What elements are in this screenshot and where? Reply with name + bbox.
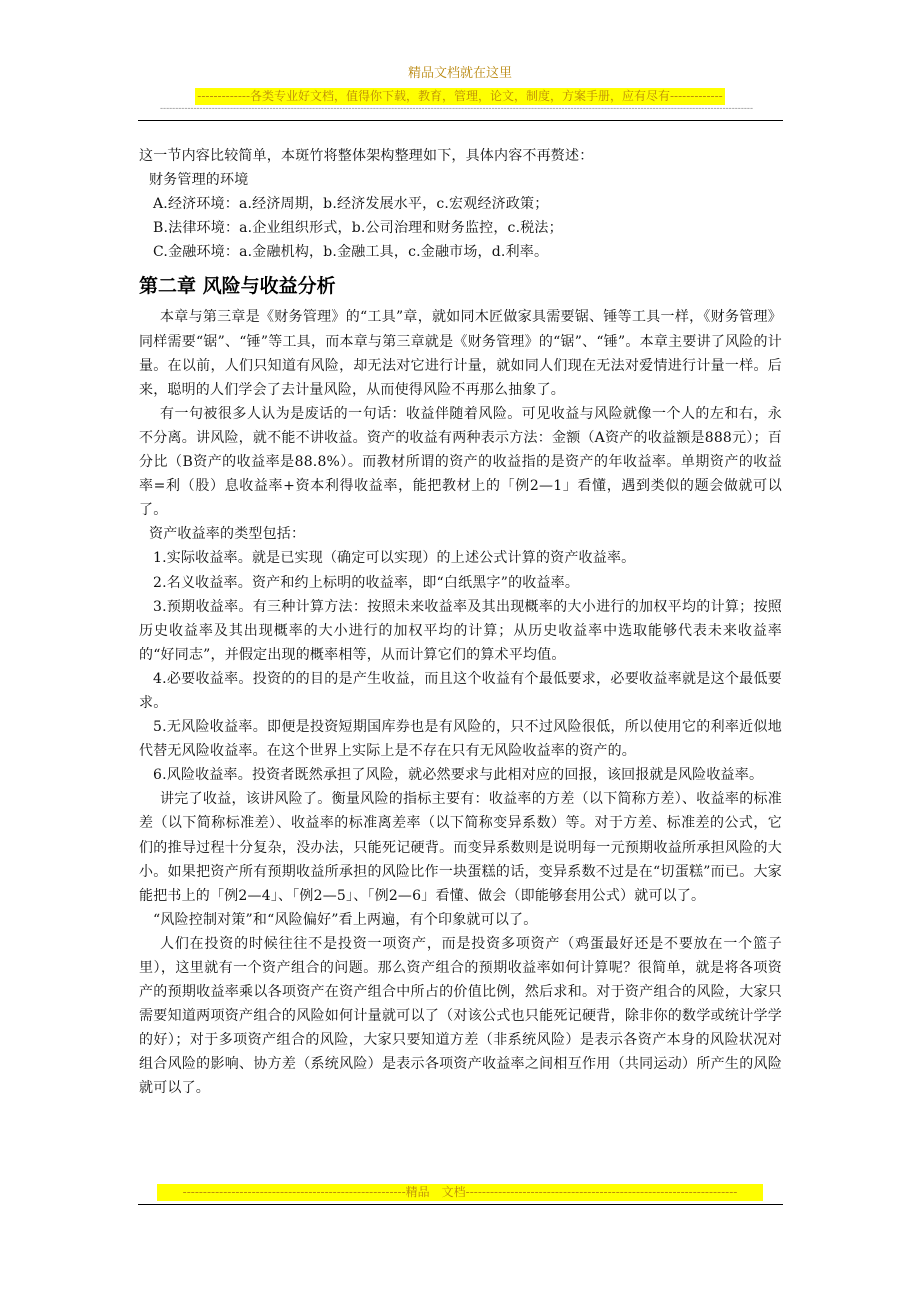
header-banner: -------------各类专业好文档，值得你下载，教育，管理，论文，制度，方案手册，应有尽有------------- bbox=[197, 89, 723, 103]
env-item-c: C.金融环境：a.金融机构，b.金融工具，c.金融市场，d.利率。 bbox=[153, 244, 549, 261]
paragraph-return-risk: 有一句被很多人认为是废话的一句话：收益伴随着风险。可见收益与风险就像一个人的左和右，永不分离。讲风险，就不能不讲收益。资产的收益有两种表示方法：金额（A资产的收益额是888元）；百分比（B资产的收益率是88.8%）。而教材所谓的资产的收益指的是资产的年收益率。单期资产的收益率=利（股）息收益率+资本利得收益率，能把教材上的「例2—1」看懂，遇到类似的题会做就可以了。 bbox=[139, 405, 782, 519]
type-item-5: 5.无风险收益率。即便是投资短期国库券也是有风险的，只不过风险很低，所以使用它的利率近似地代替无风险收益率。在这个世界上实际上是不存在只有无风险收益率的资产的。 bbox=[139, 719, 782, 760]
paragraph-risk-measures: 讲完了收益，该讲风险了。衡量风险的指标主要有：收益率的方差（以下简称方差）、收益率的标准差（以下简称标准差）、收益率的标准离差率（以下简称变异系数）等。对于方差、标准差的公式，它们的推导过程十分复杂，没办法，只能死记硬背。而变异系数则是说明每一元预期收益所承担风险的大小。如果把资产所有预期收益所承担的风险比作一块蛋糕的话，变异系数不过是在“切蛋糕”而已。大家能把书上的「例2—4」、「例2—5」、「例2—6」看懂、做会（即能够套用公式）就可以了。 bbox=[139, 791, 782, 904]
intro-paragraph: 这一节内容比较简单，本斑竹将整体架构整理如下，具体内容不再赘述： bbox=[139, 148, 594, 164]
header-rule bbox=[138, 120, 783, 121]
document-body bbox=[139, 144, 782, 1101]
header-title: 精品文档就在这里 bbox=[407, 66, 512, 81]
chapter-heading: 第二章 风险与收益分析 bbox=[139, 275, 336, 298]
env-title: 财务管理的环境 bbox=[149, 172, 249, 189]
type-item-1: 1.实际收益率。就是已实现（确定可以实现）的上述公式计算的资产收益率。 bbox=[153, 550, 636, 567]
header-dashes: --------------------------------------------------------------------------------------------------------------------------------------------------------------------------------------------------- bbox=[160, 104, 753, 114]
type-item-3: 3.预期收益率。有三种计算方法：按照未来收益率及其出现概率的大小进行的加权平均的计算；按照历史收益率及其出现概率的大小进行的加权平均的计算；从历史收益率中选取能够代表未来收益率的“好同志”，并假定出现的概率相等，从而计算它们的算术平均值。 bbox=[139, 598, 782, 663]
footer-banner-row bbox=[0, 1184, 920, 1205]
header-banner-row bbox=[0, 85, 920, 105]
env-item-b: B.法律环境：a.企业组织形式，b.公司治理和财务监控，c.税法； bbox=[153, 220, 563, 237]
env-item-a: A.经济环境：a.经济周期，b.经济发展水平，c.宏观经济政策； bbox=[153, 196, 549, 213]
type-item-2: 2.名义收益率。资产和约上标明的收益率，即“白纸黑字”的收益率。 bbox=[153, 574, 580, 591]
types-title: 资产收益率的类型包括： bbox=[149, 526, 306, 543]
type-item-4: 4.必要收益率。投资的的目的是产生收益，而且这个收益有个最低要求，必要收益率就是这个最低要求。 bbox=[139, 670, 782, 711]
footer-banner: -------------------------------------------------------精品 文档------------------------------------------------------------------- bbox=[157, 1184, 763, 1201]
footer-rule bbox=[138, 1204, 783, 1205]
paragraph-risk-control: “风险控制对策”和“风险偏好”看上两遍，有个印象就可以了。 bbox=[153, 911, 538, 928]
paragraph-portfolio: 人们在投资的时候往往不是投资一项资产，而是投资多项资产（鸡蛋最好还是不要放在一个篮子里），这里就有一个资产组合的问题。那么资产组合的预期收益率如何计算呢？很简单，就是将各项资产的预期收益率乘以各项资产在资产组合中所占的价值比例，然后求和。对于资产组合的风险，大家只需要知道两项资产组合的风险如何计量就可以了（对该公式也只能死记硬背，除非你的数学或统计学学的好）；对于多项资产组合的风险，大家只要知道方差（非系统风险）是表示各资产本身的风险状况对组合风险的影响、协方差（系统风险）是表示各项资产收益率之间相互作用（共同运动）所产生的风险就可以了。 bbox=[139, 935, 782, 1097]
type-item-6: 6.风险收益率。投资者既然承担了风险，就必然要求与此相对应的回报，该回报就是风险收益率。 bbox=[153, 767, 764, 784]
paragraph-tools: 本章与第三章是《财务管理》的“工具”章，就如同木匠做家具需要锯、锤等工具一样，《财务管理》同样需要“锯”、“锤”等工具，而本章与第三章就是《财务管理》的“锯”、“锤”。本章主要讲了风险的计量。在以前，人们只知道有风险，却无法对它进行计量，就如同人们现在无法对爱情进行计量一样。后来，聪明的人们学会了去计量风险，从而使得风险不再那么抽象了。 bbox=[139, 309, 782, 398]
